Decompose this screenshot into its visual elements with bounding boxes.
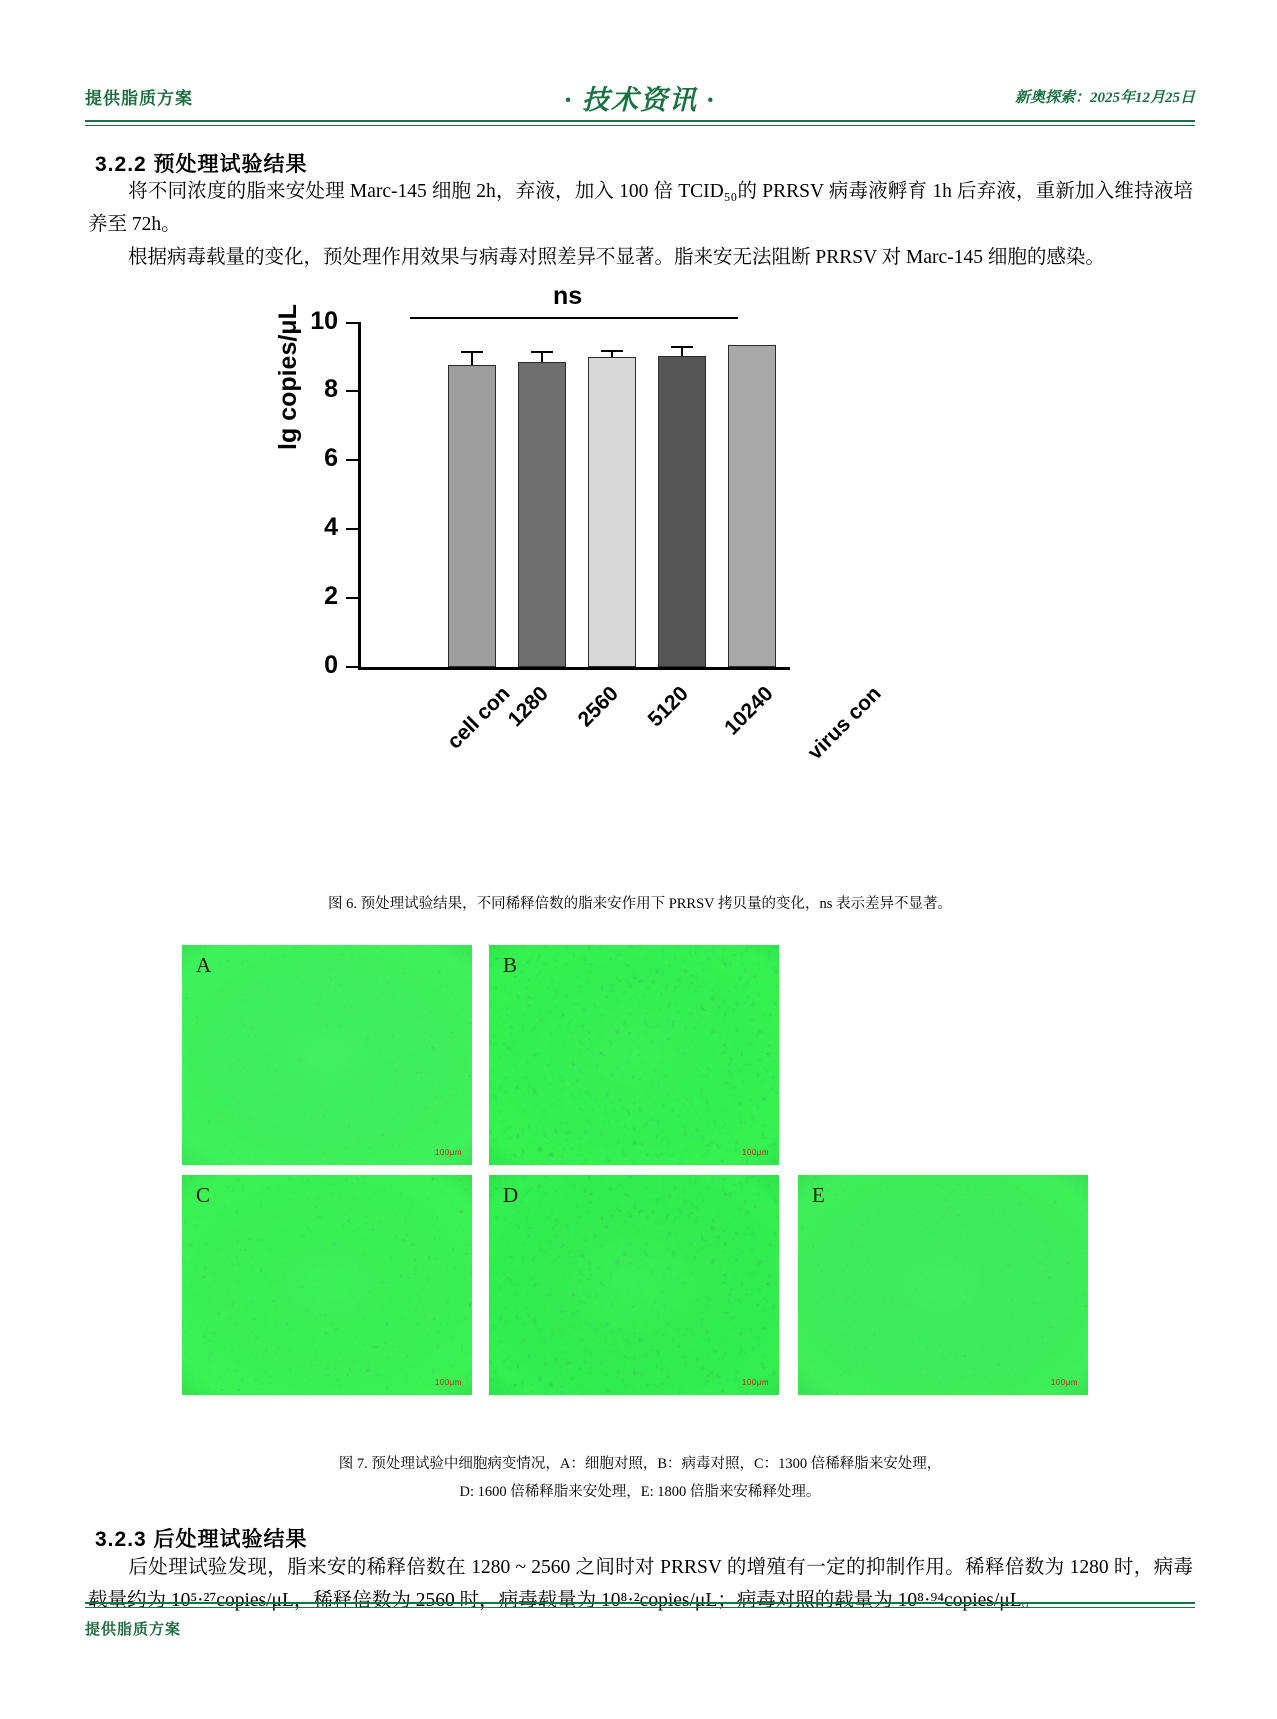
chart-errorbar-10240 [681, 348, 683, 356]
section-heading-322: 3.2.2 预处理试验结果 [95, 153, 308, 176]
chart-xlabel-cell-con: cell con [442, 682, 515, 754]
footer-left-text: 提供脂质方案 [85, 1622, 182, 1638]
micrograph-panel-d [489, 1175, 779, 1395]
micrograph-texture-d [489, 1175, 779, 1395]
chart-ns-line [410, 317, 738, 319]
paragraph-322-2 [88, 241, 1193, 274]
header-divider-thin [85, 125, 1195, 126]
micrograph-scalebar-b: 100μm [741, 1148, 769, 1157]
section-heading-323: 3.2.3 后处理试验结果 [95, 1528, 308, 1551]
header-divider [85, 120, 1195, 122]
chart-ytick-label-8: 8 [324, 375, 338, 403]
footer-divider [85, 1602, 1195, 1604]
chart-ytick-8 [324, 375, 358, 403]
micrograph-texture-b [489, 945, 779, 1165]
figure6-chart [274, 282, 886, 780]
micrograph-label-e: E [812, 1183, 825, 1207]
figure6-caption: 图 6. 预处理试验结果，不同稀释倍数的脂来安作用下 PRRSV 拷贝量的变化，ns 表示差异不显著。 [327, 896, 953, 912]
chart-errorbar-5120 [611, 352, 613, 357]
chart-errorcap-1280 [461, 351, 483, 353]
chart-x-axis [358, 667, 790, 670]
paragraph-322-1 [88, 175, 1193, 241]
paragraph-323-1-text: 后处理试验发现，脂来安的稀释倍数在 1280 ~ 2560 之间时对 PRRSV 的增殖有一定的抑制作用。稀释倍数为 1280 时，病毒载量约为 10⁵·²⁷copies/μL，稀释倍数为 2560 时，病毒载量为 10⁸·²copies/μL；病毒对照的载量为 10⁸·⁹⁴copies/μL。 [88, 1557, 1193, 1611]
chart-xlabel-10240: 10240 [720, 682, 778, 740]
chart-bar-1280 [448, 365, 496, 667]
header-date: 新奥探索：2025年12月25日 [1014, 90, 1195, 106]
header-title: · 技术资讯 · [564, 85, 716, 115]
page-header [85, 78, 1195, 118]
micrograph-texture-e [798, 1175, 1088, 1395]
chart-ytick-6 [324, 444, 358, 472]
micrograph-label-a: A [196, 953, 212, 977]
chart-ytick-label-6: 6 [324, 444, 338, 472]
chart-errorcap-2560 [531, 351, 553, 353]
chart-errorcap-5120 [601, 350, 623, 352]
micrograph-panel-e [798, 1175, 1088, 1395]
micrograph-scalebar-c: 100μm [434, 1378, 462, 1387]
chart-bar-10240 [658, 356, 706, 667]
chart-ytick-2 [324, 582, 358, 610]
chart-ytick-4 [324, 513, 358, 541]
chart-errorbar-1280 [471, 353, 473, 365]
micrograph-scalebar-d: 100μm [741, 1378, 769, 1387]
micrograph-panel-a [182, 945, 472, 1165]
chart-ytick-10 [310, 307, 358, 335]
chart-y-axis [358, 322, 361, 667]
micrograph-panel-c [182, 1175, 472, 1395]
chart-xlabel-5120: 5120 [643, 682, 693, 732]
micrograph-texture-a [182, 945, 472, 1165]
chart-plot-area [310, 282, 886, 765]
micrograph-label-c: C [196, 1183, 211, 1207]
micrograph-scalebar-a: 100μm [434, 1148, 462, 1157]
paragraph-322-1-text: 将不同浓度的脂来安处理 Marc-145 细胞 2h，弃液，加入 100 倍 TCID₅₀的 PRRSV 病毒液孵育 1h 后弃液，重新加入维持液培养至 72h。 [88, 181, 1193, 235]
chart-bar-virus-con [728, 345, 776, 667]
micrograph-label-b: B [503, 953, 518, 977]
chart-xlabel-2560: 2560 [573, 682, 623, 732]
chart-bar-5120 [588, 357, 636, 667]
chart-errorcap-10240 [671, 346, 693, 348]
chart-ytick-0 [324, 651, 358, 679]
figure7-caption-line2: D: 1600 倍稀释脂来安处理，E: 1800 倍脂来安稀释处理。 [459, 1484, 821, 1500]
chart-errorbar-2560 [541, 353, 543, 362]
paragraph-322-2-text: 根据病毒载量的变化，预处理作用效果与病毒对照差异不显著。脂来安无法阻断 PRRSV 对 Marc-145 细胞的感染。 [128, 247, 1105, 268]
micrograph-label-d: D [503, 1183, 519, 1207]
footer-divider-thin [85, 1607, 1195, 1608]
chart-xlabel-virus-con: virus con [803, 682, 886, 765]
header-left-text: 提供脂质方案 [85, 89, 193, 108]
chart-ns-label: ns [553, 282, 583, 310]
chart-bar-2560 [518, 362, 566, 667]
chart-ytick-label-10: 10 [310, 307, 338, 335]
chart-ytick-label-2: 2 [324, 582, 338, 610]
micrograph-texture-c [182, 1175, 472, 1395]
micrograph-panel-b [489, 945, 779, 1165]
figure7-caption-line1: 图 7. 预处理试验中细胞病变情况，A：细胞对照，B：病毒对照，C：1300 倍稀释脂来安处理， [338, 1456, 942, 1472]
chart-xlabel-1280: 1280 [503, 682, 553, 732]
chart-y-axis-label: lg copies/μL [274, 304, 302, 450]
chart-ytick-label-0: 0 [324, 651, 338, 679]
micrograph-scalebar-e: 100μm [1050, 1378, 1078, 1387]
chart-ytick-label-4: 4 [324, 513, 338, 541]
